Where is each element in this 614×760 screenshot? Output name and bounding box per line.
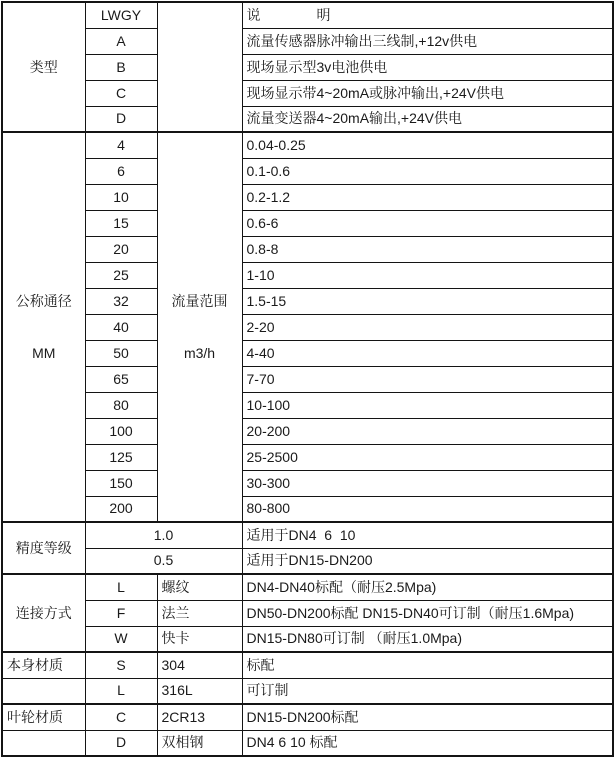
connection-name-cell: 螺纹 [157, 574, 242, 600]
connection-code-cell: L [85, 574, 157, 600]
type-desc-cell: 流量变送器4~20mA输出,+24V供电 [242, 106, 613, 132]
dn-cell: 10 [85, 184, 157, 210]
flow-range-cell: 7-70 [242, 366, 613, 392]
flow-range-cell: 1-10 [242, 262, 613, 288]
accuracy-row [2, 548, 613, 574]
type-row [2, 28, 613, 54]
flow-range-label-line1: 流量范围 [171, 293, 228, 309]
flow-range-cell: 10-100 [242, 392, 613, 418]
diameter-row [2, 418, 613, 444]
connection-code-cell: W [85, 626, 157, 652]
spec-table [1, 1, 614, 757]
diameter-row [2, 340, 613, 366]
flow-range-cell: 1.5-15 [242, 288, 613, 314]
body-material-desc-cell: 可订制 [242, 678, 613, 704]
impeller-material-desc-cell: DN15-DN200标配 [242, 704, 613, 730]
diameter-row [2, 392, 613, 418]
diameter-row [2, 444, 613, 470]
diameter-row [2, 158, 613, 184]
type-desc-cell: 流量传感器脉冲输出三线制,+12v供电 [242, 28, 613, 54]
type-section-label: 类型 [2, 2, 85, 132]
dn-cell: 50 [85, 340, 157, 366]
body-material-section-label: 本身材质 [2, 652, 85, 678]
header-row [2, 2, 613, 28]
diameter-row [2, 132, 613, 158]
flow-range-cell: 0.6-6 [242, 210, 613, 236]
dn-cell: 40 [85, 314, 157, 340]
flow-range-cell: 0.04-0.25 [242, 132, 613, 158]
diameter-label-line2: MM [32, 345, 56, 361]
dn-cell: 150 [85, 470, 157, 496]
dn-cell: 125 [85, 444, 157, 470]
connection-code-cell: F [85, 600, 157, 626]
body-material-name-cell: 316L [157, 678, 242, 704]
diameter-row [2, 210, 613, 236]
dn-cell: 15 [85, 210, 157, 236]
flow-range-cell: 0.1-0.6 [242, 158, 613, 184]
dn-cell: 20 [85, 236, 157, 262]
impeller-material-desc-cell: DN4 6 10 标配 [242, 730, 613, 756]
accuracy-section-label: 精度等级 [2, 522, 85, 574]
desc-header-cell: 说 明 [242, 2, 613, 28]
diameter-label-line1: 公称通径 [15, 293, 72, 309]
empty-spacer-cell [157, 2, 242, 132]
connection-row [2, 600, 613, 626]
body-material-code-cell: L [85, 678, 157, 704]
accuracy-value-cell: 1.0 [85, 522, 242, 548]
connection-row [2, 574, 613, 600]
model-header-cell: LWGY [85, 2, 157, 28]
flow-range-cell: 0.8-8 [242, 236, 613, 262]
diameter-row [2, 366, 613, 392]
diameter-row [2, 496, 613, 522]
connection-desc-cell: DN50-DN200标配 DN15-DN40可订制（耐压1.6Mpa) [242, 600, 613, 626]
body-material-code-cell: S [85, 652, 157, 678]
dn-cell: 200 [85, 496, 157, 522]
impeller-material-name-cell: 双相钢 [157, 730, 242, 756]
body-material-desc-cell: 标配 [242, 652, 613, 678]
connection-name-cell: 快卡 [157, 626, 242, 652]
empty-label-cell [2, 678, 85, 704]
impeller-material-name-cell: 2CR13 [157, 704, 242, 730]
impeller-material-row [2, 704, 613, 730]
flow-range-cell: 20-200 [242, 418, 613, 444]
impeller-material-row [2, 730, 613, 756]
body-material-row [2, 678, 613, 704]
type-code-cell: A [85, 28, 157, 54]
dn-cell: 25 [85, 262, 157, 288]
flow-range-label-cell [157, 132, 242, 522]
connection-row [2, 626, 613, 652]
connection-desc-cell: DN4-DN40标配（耐压2.5Mpa) [242, 574, 613, 600]
dn-cell: 4 [85, 132, 157, 158]
empty-label-cell [2, 730, 85, 756]
flow-range-cell: 25-2500 [242, 444, 613, 470]
flow-range-cell: 2-20 [242, 314, 613, 340]
dn-cell: 6 [85, 158, 157, 184]
body-material-row [2, 652, 613, 678]
diameter-row [2, 236, 613, 262]
accuracy-value-cell: 0.5 [85, 548, 242, 574]
flow-range-label-line2: m3/h [183, 345, 216, 361]
impeller-material-code-cell: D [85, 730, 157, 756]
type-code-cell: B [85, 54, 157, 80]
flow-range-cell: 80-800 [242, 496, 613, 522]
type-desc-cell: 现场显示带4~20mA或脉冲输出,+24V供电 [242, 80, 613, 106]
impeller-material-code-cell: C [85, 704, 157, 730]
dn-cell: 100 [85, 418, 157, 444]
type-row [2, 80, 613, 106]
connection-desc-cell: DN15-DN80可订制 （耐压1.0Mpa) [242, 626, 613, 652]
flow-range-cell: 0.2-1.2 [242, 184, 613, 210]
diameter-row [2, 262, 613, 288]
accuracy-desc-cell: 适用于DN15-DN200 [242, 548, 613, 574]
impeller-material-section-label: 叶轮材质 [2, 704, 85, 730]
accuracy-row [2, 522, 613, 548]
diameter-row [2, 288, 613, 314]
connection-section-label: 连接方式 [2, 574, 85, 652]
diameter-row [2, 314, 613, 340]
accuracy-desc-cell: 适用于DN4 6 10 [242, 522, 613, 548]
type-code-cell: C [85, 80, 157, 106]
body-material-name-cell: 304 [157, 652, 242, 678]
dn-cell: 80 [85, 392, 157, 418]
type-code-cell: D [85, 106, 157, 132]
flow-range-cell: 30-300 [242, 470, 613, 496]
type-row [2, 54, 613, 80]
connection-name-cell: 法兰 [157, 600, 242, 626]
flow-range-cell: 4-40 [242, 340, 613, 366]
dn-cell: 65 [85, 366, 157, 392]
dn-cell: 32 [85, 288, 157, 314]
type-desc-cell: 现场显示型3v电池供电 [242, 54, 613, 80]
diameter-row [2, 470, 613, 496]
type-row [2, 106, 613, 132]
diameter-row [2, 184, 613, 210]
diameter-section-label [2, 132, 85, 522]
